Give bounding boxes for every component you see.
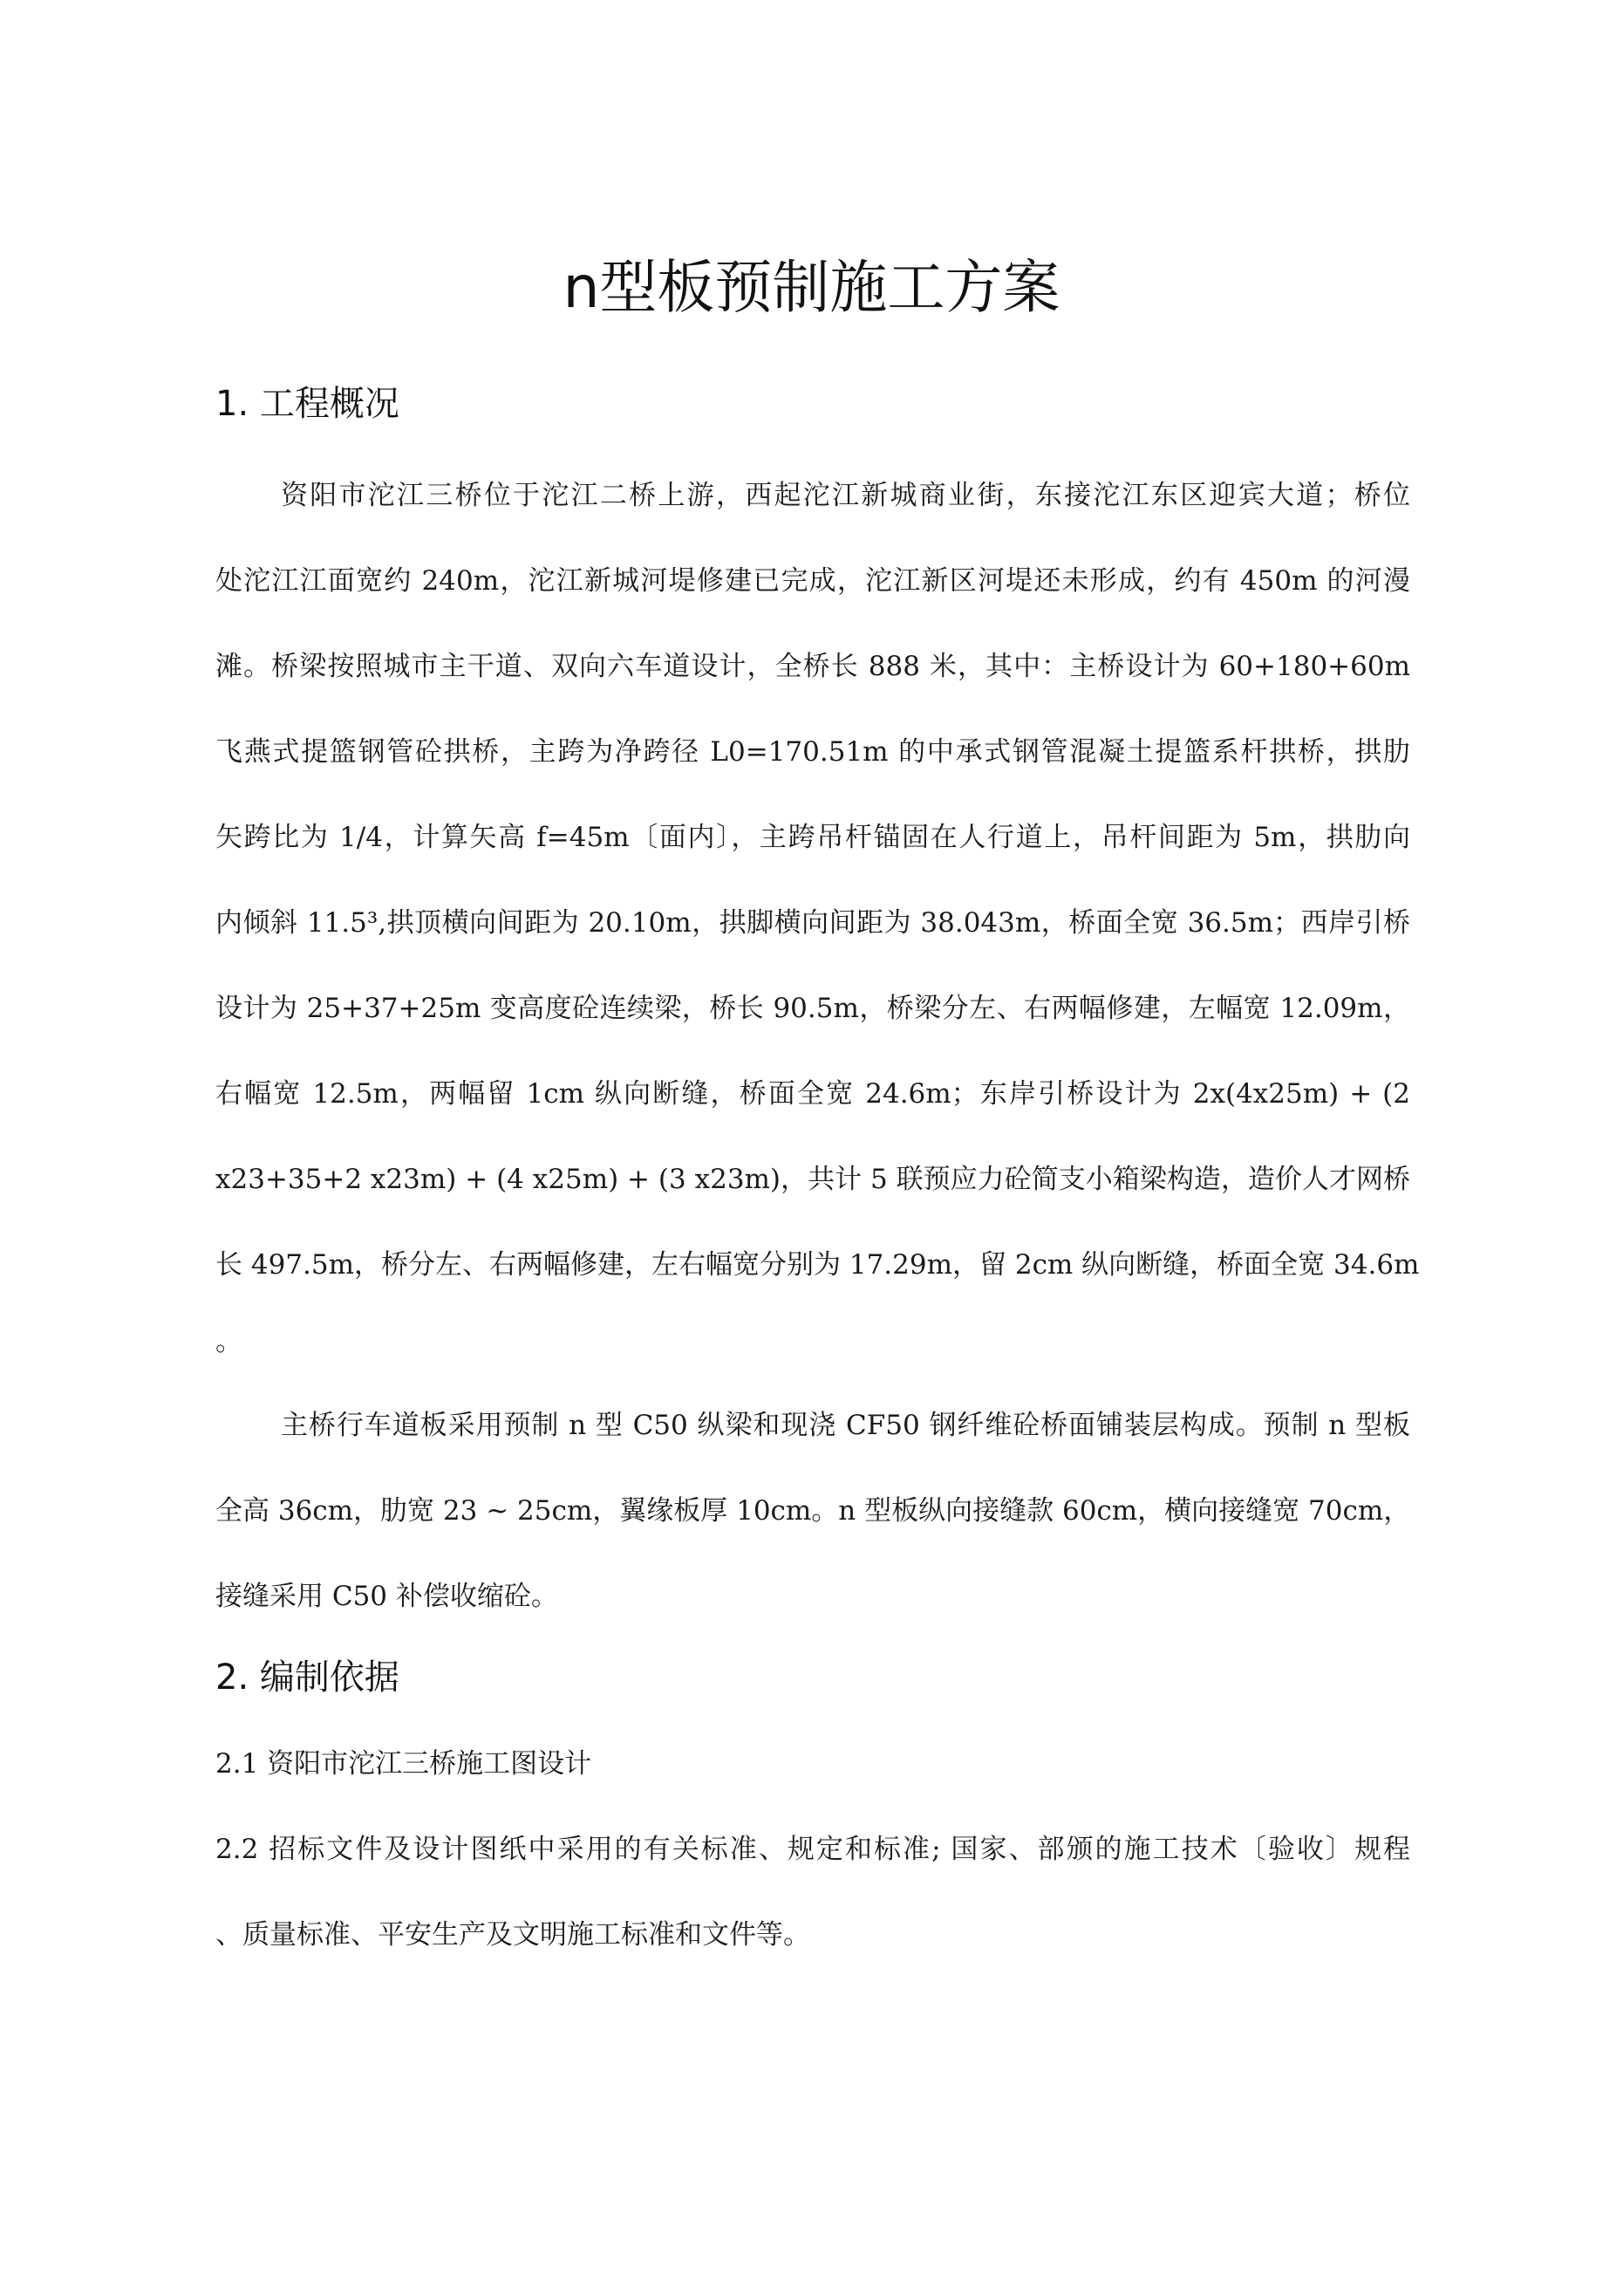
paragraph-line: 内倾斜 11.5³,拱顶横向间距为 20.10m，拱脚横向间距为 38.043m，桥面全宽 36.5m；西岸引桥 — [215, 907, 1410, 939]
paragraph-line: 矢跨比为 1/4，计算矢高 f=45m〔面内〕，主跨吊杆锚固在人行道上，吊杆间距为 5m，拱肋向 — [215, 822, 1410, 853]
list-item: 2.1 资阳市沱江三桥施工图设计 — [215, 1748, 592, 1780]
paragraph-line: 。 — [215, 1326, 242, 1357]
paragraph-line: 设计为 25+37+25m 变高度砼连续梁，桥长 90.5m，桥梁分左、右两幅修建，左幅宽 12.09m， — [215, 993, 1410, 1024]
paragraph-line: 资阳市沱江三桥位于沱江二桥上游，西起沱江新城商业街，东接沱江东区迎宾大道；桥位 — [281, 480, 1410, 511]
paragraph-line: 滩。桥梁按照城市主干道、双向六车道设计，全桥长 888 米，其中：主桥设计为 60+180+60m — [215, 651, 1410, 682]
list-item-continuation: 、质量标准、平安生产及文明施工标准和文件等。 — [215, 1919, 810, 1951]
paragraph-line: 全高 36cm，肋宽 23 ~ 25cm，翼缘板厚 10cm。n 型板纵向接缝款 60cm，横向接缝宽 70cm， — [215, 1495, 1411, 1527]
paragraph-line: 主桥行车道板采用预制 n 型 C50 纵梁和现浇 CF50 钢纤维砼桥面铺装层构成。预制 n 型板 — [281, 1410, 1410, 1441]
paragraph-line: 飞燕式提篮钢管砼拱桥，主跨为净跨径 L0=170.51m 的中承式钢管混凝土提篮系杆拱桥，拱肋 — [215, 736, 1410, 768]
paragraph-line: x23+35+2 x23m) + (4 x25m) + (3 x23m)，共计 5 联预应力砼简支小箱梁构造，造价人才网桥 — [215, 1164, 1410, 1195]
paragraph-line: 长 497.5m，桥分左、右两幅修建，左右幅宽分别为 17.29m，留 2cm 纵向断缝，桥面全宽 34.6m — [215, 1249, 1420, 1281]
list-item: 2.2 招标文件及设计图纸中采用的有关标准、规定和标准; 国家、部颁的施工技术〔验收〕规程 — [215, 1834, 1410, 1865]
section-heading-overview: 1. 工程概况 — [215, 384, 399, 424]
document-title: n型板预制施工方案 — [563, 254, 1060, 321]
paragraph-line: 处沱江江面宽约 240m，沱江新城河堤修建已完成，沱江新区河堤还未形成，约有 450m 的河漫 — [215, 565, 1410, 597]
paragraph-line: 右幅宽 12.5m，两幅留 1cm 纵向断缝，桥面全宽 24.6m；东岸引桥设计为 2x(4x25m) + (2 — [215, 1078, 1410, 1110]
section-heading-basis: 2. 编制依据 — [215, 1657, 399, 1698]
paragraph-line: 接缝采用 C50 补偿收缩砼。 — [215, 1581, 558, 1612]
